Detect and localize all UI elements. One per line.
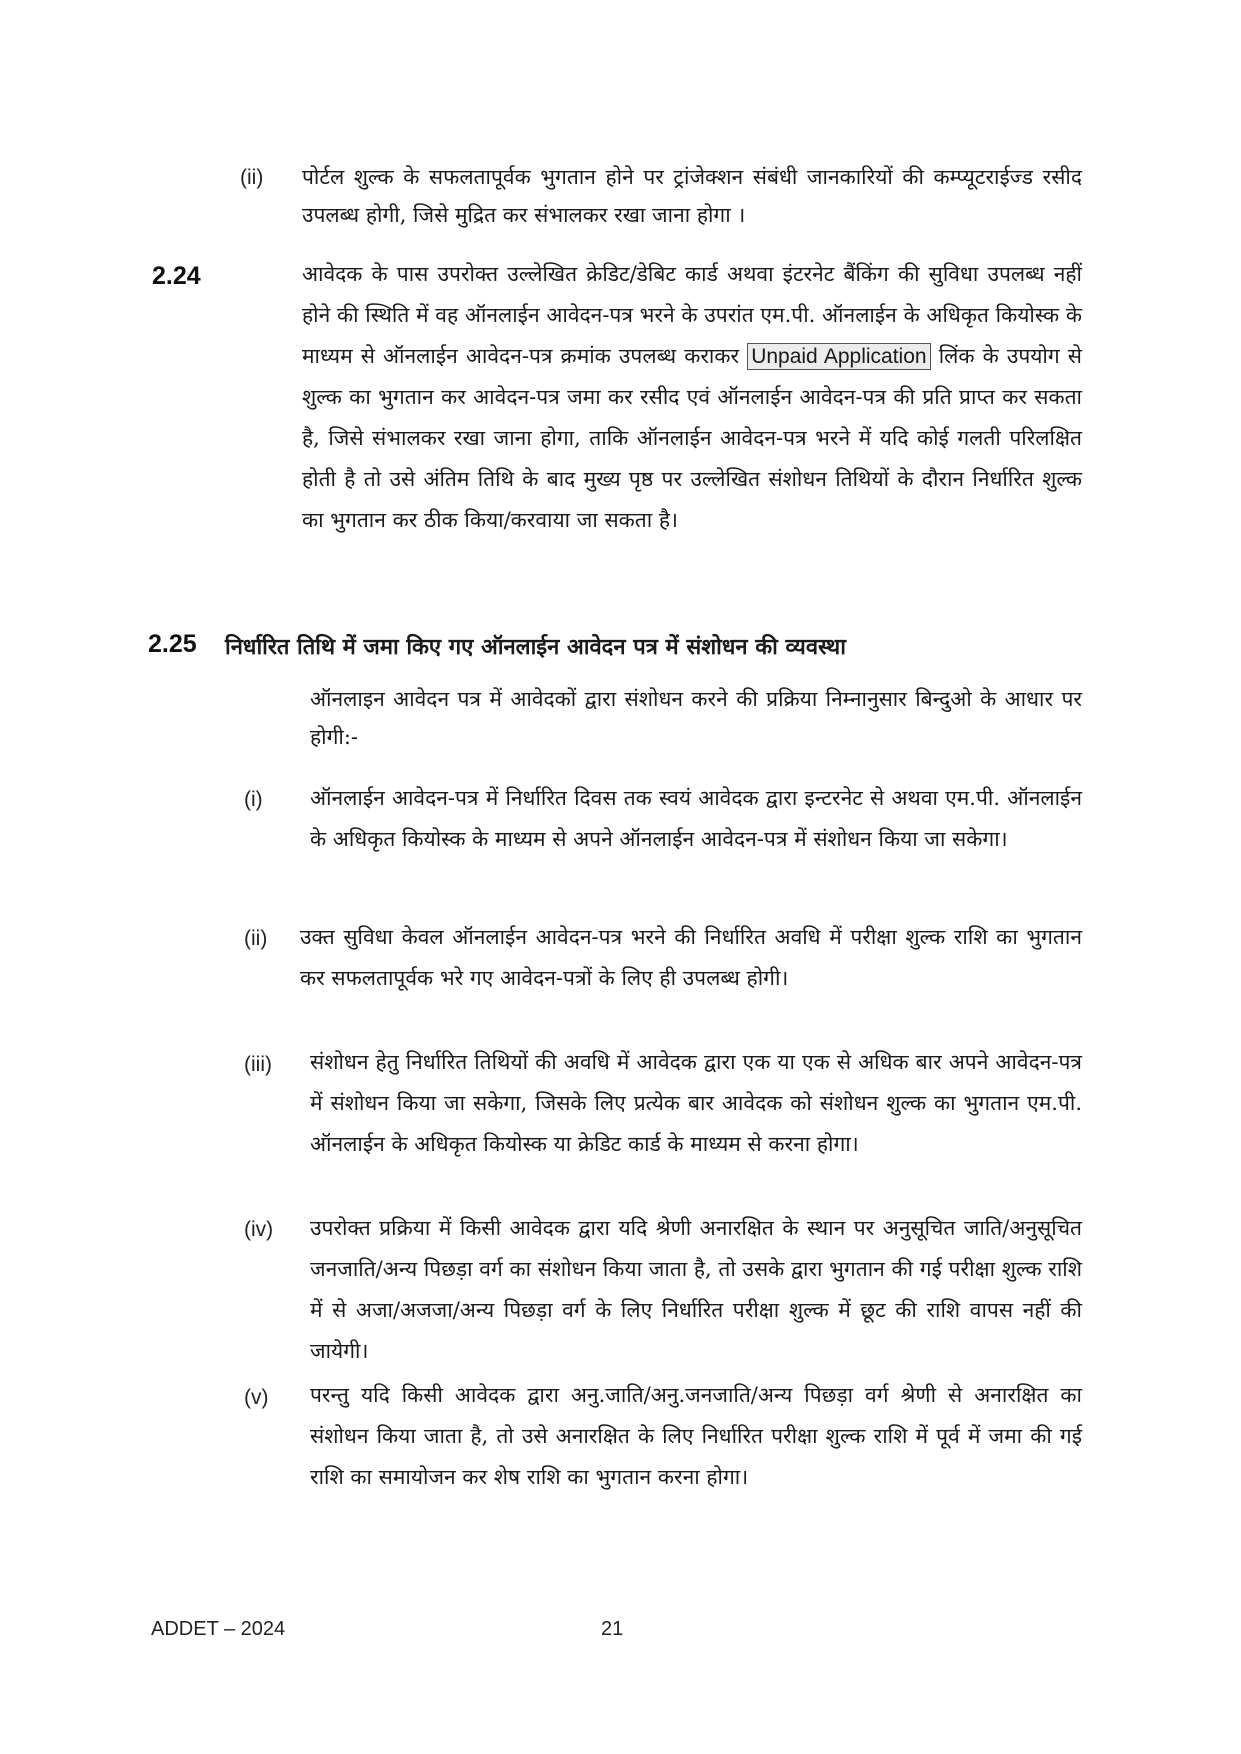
section-2-24-text-after: लिंक के उपयोग से शुल्क का भुगतान कर आवेदन-पत्र जमा कर रसीद एवं ऑनलाईन आवेदन-पत्र की प्रति प्राप्त कर सकता है, जिसे संभालकर रखा जाना होगा, ताकि ऑनलाईन आवेदन-पत्र भरने में यदि कोई गलती परिलक्षित होती है तो उसे अंतिम तिथि के बाद मुख्य पृष्ठ पर उल्लेखित संशोधन तिथियों के दौरान निर्धारित शुल्क का भुगतान कर ठीक किया/करवाया जा सकता है।: [302, 344, 1082, 532]
item-label-v: (v): [244, 1386, 269, 1409]
item-text-ii: उक्त सुविधा केवल ऑनलाईन आवेदन-पत्र भरने की निर्धारित अवधि में परीक्षा शुल्क राशि का भुगतान कर सफलतापूर्वक भरे गए आवेदन-पत्रों के लिए ही उपलब्ध होगी।: [300, 925, 1082, 990]
item-text-i: ऑनलाईन आवेदन-पत्र में निर्धारित दिवस तक स्वयं आवेदक द्वारा इन्टरनेट से अथवा एम.पी. ऑनलाईन के अधिकृत कियोस्क के माध्यम से अपने ऑनलाईन आवेदन-पत्र में संशोधन किया जा सकेगा।: [310, 786, 1082, 851]
section-2-24-text: [302, 254, 1082, 541]
item-text-iii: संशोधन हेतु निर्धारित तिथियों की अवधि में आवेदक द्वारा एक या एक से अधिक बार अपने आवेदन-पत्र में संशोधन किया जा सकेगा, जिसके लिए प्रत्येक बार आवेदक को संशोधन शुल्क का भुगतान एम.पी. ऑनलाईन के अधिकृत कियोस्क या क्रेडिट कार्ड के माध्यम से करना होगा।: [310, 1050, 1082, 1156]
item-label-iii: (iii): [244, 1053, 272, 1076]
item-label-ii-top: (ii): [240, 166, 264, 189]
footer-doc-code: ADDET – 2024: [151, 1618, 286, 1640]
item-text-v: परन्तु यदि किसी आवेदक द्वारा अनु.जाति/अनु.जनजाति/अन्य पिछड़ा वर्ग श्रेणी से अनारक्षित का संशोधन किया जाता है, तो उसे अनारक्षित के लिए निर्धारित परीक्षा शुल्क राशि में पूर्व में जमा की गई राशि का समायोजन कर शेष राशि का भुगतान करना होगा।: [310, 1383, 1082, 1489]
footer-page-number: 21: [601, 1618, 624, 1640]
section-2-25-intro: ऑनलाइन आवेदन पत्र में आवेदकों द्वारा संशोधन करने की प्रक्रिया निम्नानुसार बिन्दुओ के आधार पर होगी:-: [310, 687, 1082, 749]
unpaid-application-link[interactable]: Unpaid Application: [747, 343, 930, 370]
item-label-iv: (iv): [244, 1218, 274, 1241]
item-label-ii: (ii): [244, 927, 268, 950]
section-number-2-24: 2.24: [152, 262, 201, 290]
item-text-ii-top: पोर्टल शुल्क के सफलतापूर्वक भुगतान होने पर ट्रांजेक्शन संबंधी जानकारियों की कम्प्यूटराईज्ड रसीद उपलब्ध होगी, जिसे मुद्रित कर संभालकर रखा जाना होगा ।: [302, 165, 1082, 227]
section-2-24-text-before: आवेदक के पास उपरोक्त उल्लेखित क्रेडिट/डेबिट कार्ड अथवा इंटरनेट बैंकिंग की सुविधा उपलब्ध नहीं होने की स्थिति में वह ऑनलाईन आवेदन-पत्र भरने के उपरांत एम.पी. ऑनलाईन के अधिकृत कियोस्क के माध्यम से ऑनलाईन आवेदन-पत्र क्रमांक उपलब्ध कराकर: [302, 262, 1082, 368]
section-number-2-25: 2.25: [148, 630, 197, 658]
section-2-25-heading: निर्धारित तिथि में जमा किए गए ऑनलाईन आवेदन पत्र में संशोधन की व्यवस्था: [225, 634, 846, 660]
item-text-iv: उपरोक्त प्रक्रिया में किसी आवेदक द्वारा यदि श्रेणी अनारक्षित के स्थान पर अनुसूचित जाति/अनुसूचित जनजाति/अन्य पिछड़ा वर्ग का संशोधन किया जाता है, तो उसके द्वारा भुगतान की गई परीक्षा शुल्क राशि में से अजा/अजजा/अन्य पिछड़ा वर्ग के लिए निर्धारित परीक्षा शुल्क में छूट की राशि वापस नहीं की जायेगी।: [310, 1216, 1082, 1363]
item-label-i: (i): [244, 788, 263, 811]
